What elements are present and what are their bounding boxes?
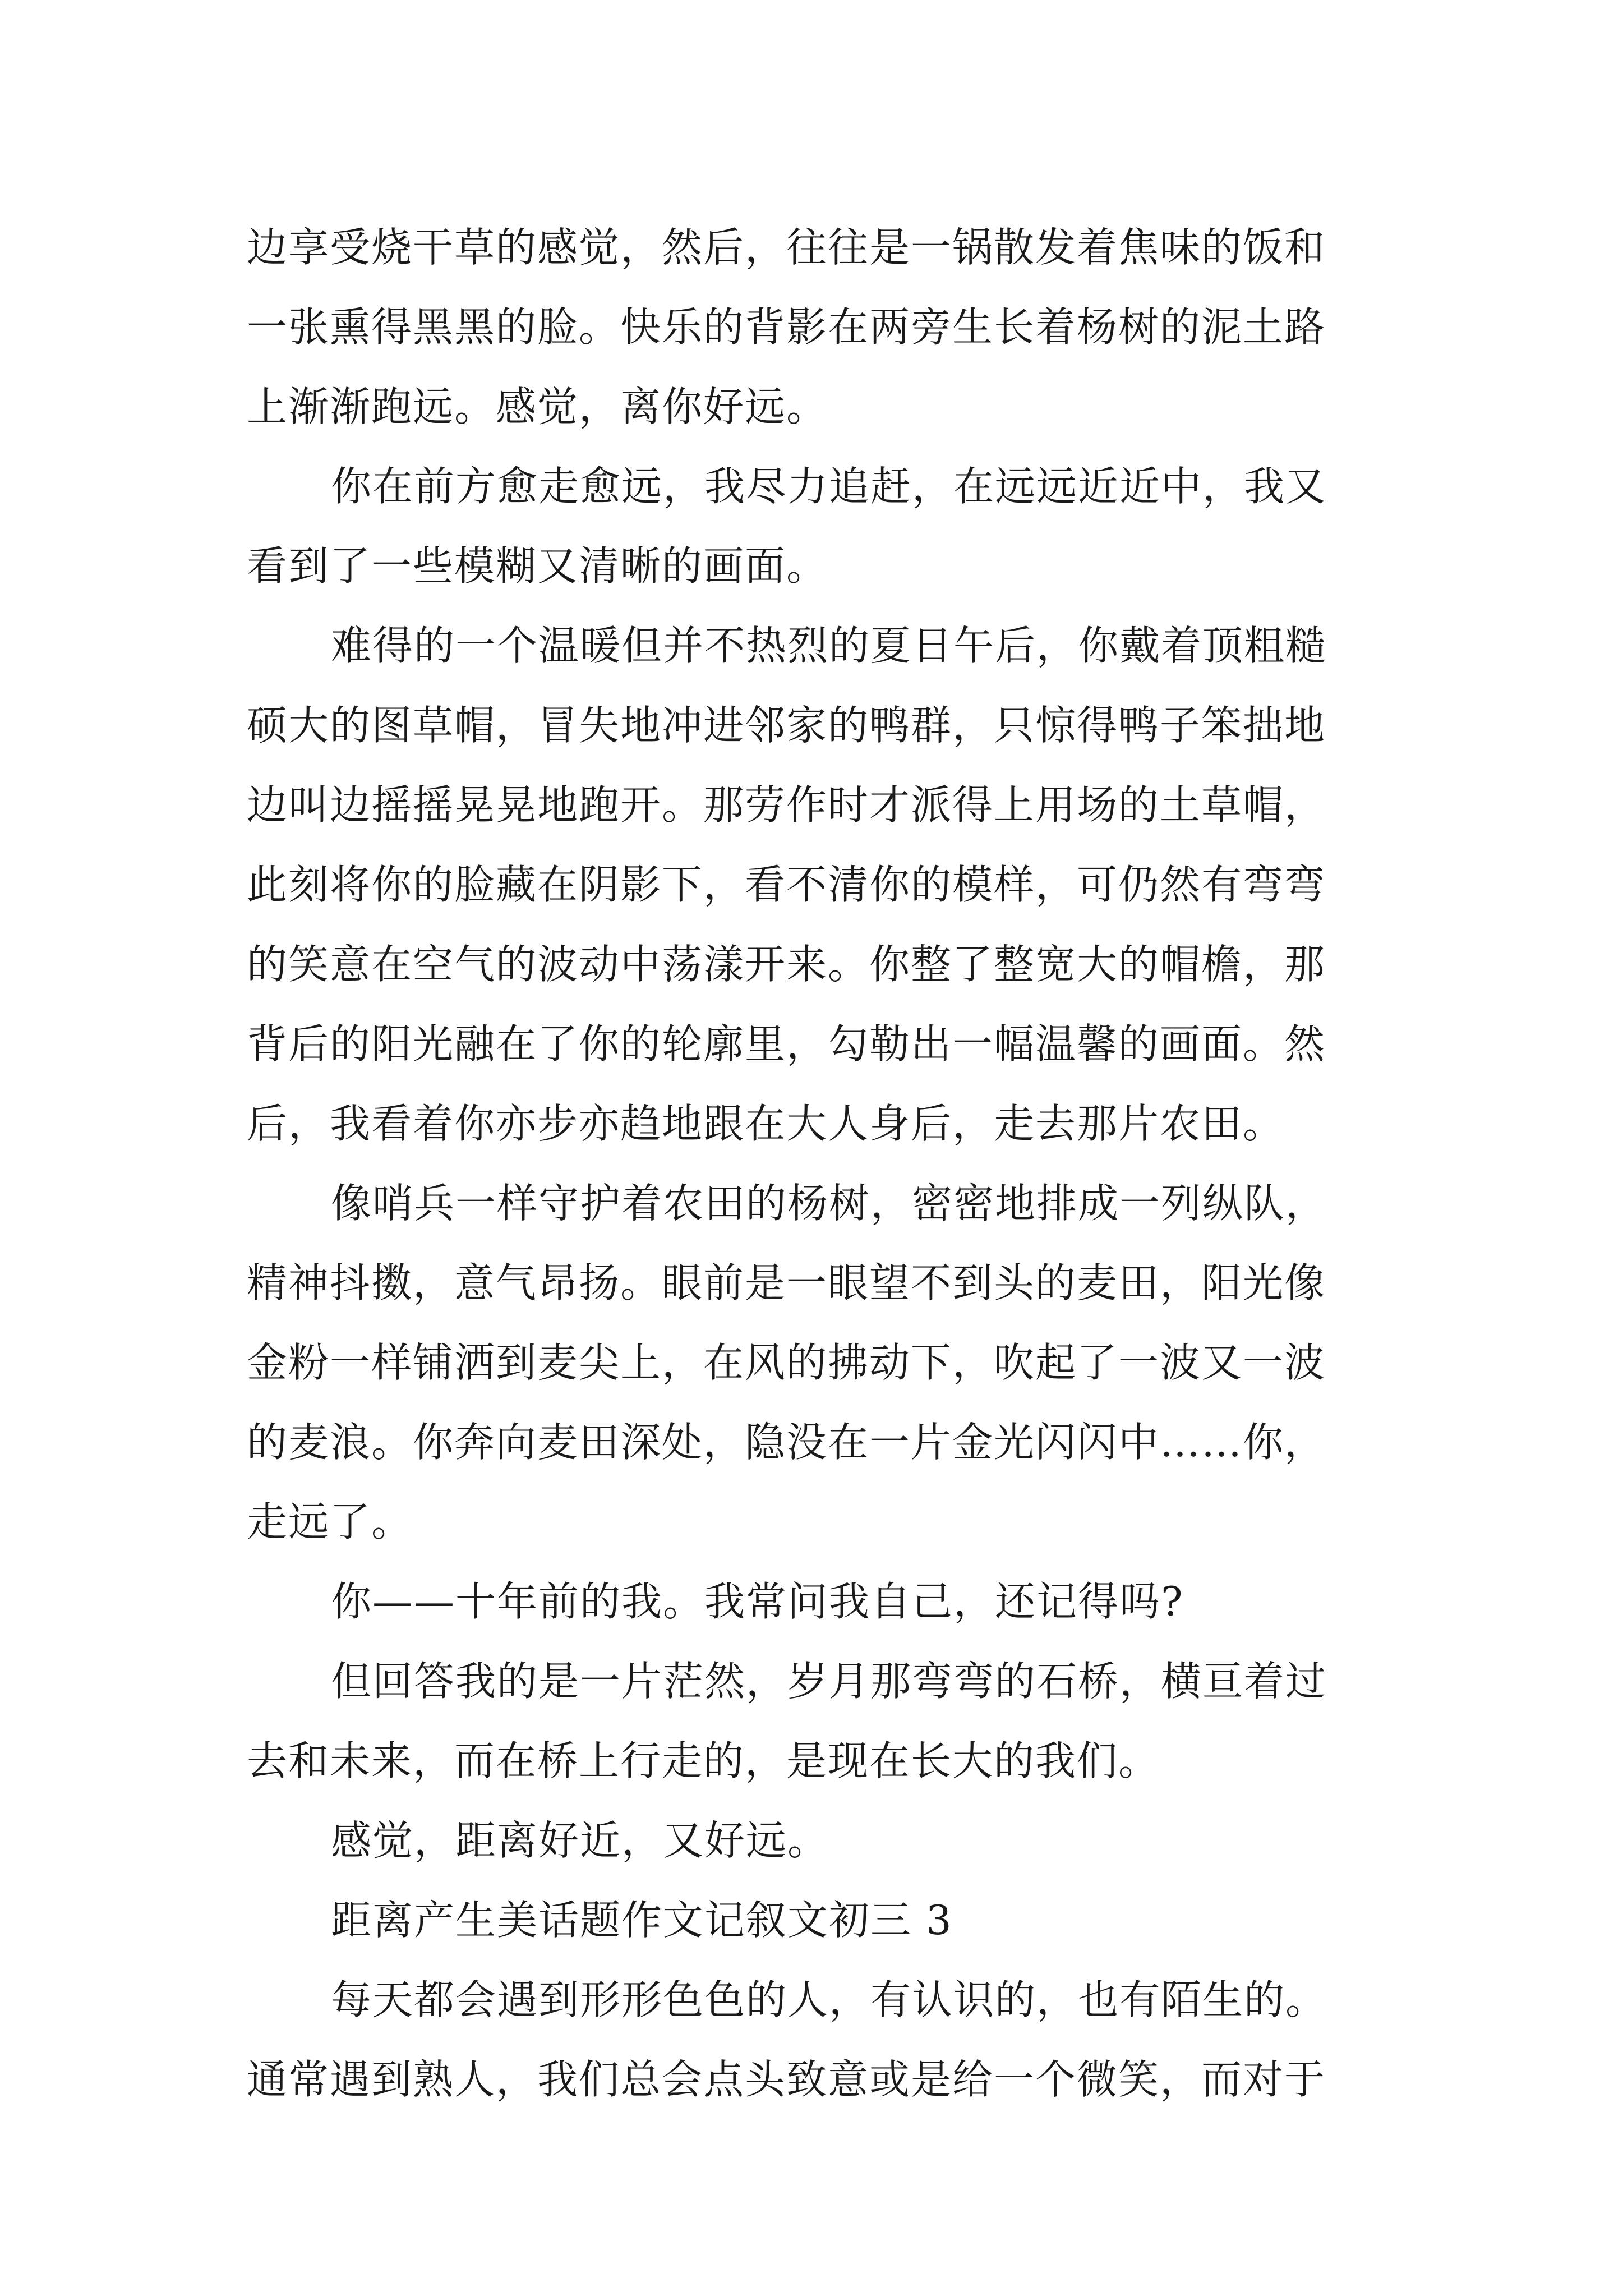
text-line: 边叫边摇摇晃晃地跑开。那劳作时才派得上用场的土草帽，	[247, 781, 1326, 829]
text-line: 每天都会遇到形形色色的人，有认识的，也有陌生的。	[331, 1976, 1327, 2023]
text-line: 去和未来，而在桥上行走的，是现在长大的我们。	[247, 1737, 1160, 1784]
text-line: 的笑意在空气的波动中荡漾开来。你整了整宽大的帽檐，那	[247, 941, 1326, 988]
text-line: 一张熏得黑黑的脸。快乐的背影在两旁生长着杨树的泥土路	[247, 303, 1326, 351]
text-line: 金粉一样铺洒到麦尖上，在风的拂动下，吹起了一波又一波	[247, 1339, 1326, 1386]
text-line: 背后的阳光融在了你的轮廓里，勾勒出一幅温馨的画面。然	[247, 1020, 1326, 1068]
text-line: 距离产生美话题作文记叙文初三 3	[331, 1897, 953, 1944]
text-line: 上渐渐跑远。感觉，离你好远。	[247, 383, 828, 430]
text-line: 此刻将你的脸藏在阴影下，看不清你的模样，可仍然有弯弯	[247, 861, 1326, 908]
body-text	[247, 208, 1385, 2119]
text-line: 看到了一些模糊又清晰的画面。	[247, 542, 828, 590]
text-line: 通常遇到熟人，我们总会点头致意或是给一个微笑，而对于	[247, 2056, 1326, 2103]
text-line: 感觉，距离好近，又好远。	[331, 1817, 829, 1864]
text-line: 精神抖擞，意气昂扬。眼前是一眼望不到头的麦田，阳光像	[247, 1259, 1326, 1306]
text-line: 走远了。	[247, 1498, 413, 1545]
text-line: 难得的一个温暖但并不热烈的夏日午后，你戴着顶粗糙	[331, 622, 1327, 669]
text-line: 后，我看着你亦步亦趋地跟在大人身后，走去那片农田。	[247, 1100, 1285, 1147]
text-line: 硕大的图草帽，冒失地冲进邻家的鸭群，只惊得鸭子笨拙地	[247, 702, 1326, 749]
text-line: 你——十年前的我。我常问我自己，还记得吗?	[331, 1578, 1184, 1625]
text-line: 边享受烧干草的感觉，然后，往往是一锅散发着焦味的饭和	[247, 224, 1326, 271]
text-line: 的麦浪。你奔向麦田深处，隐没在一片金光闪闪中……你，	[247, 1419, 1326, 1466]
text-line: 你在前方愈走愈远，我尽力追赶，在远远近近中，我又	[331, 463, 1327, 510]
text-line: 但回答我的是一片茫然，岁月那弯弯的石桥，横亘着过	[331, 1658, 1327, 1705]
text-line: 像哨兵一样守护着农田的杨树，密密地排成一列纵队，	[331, 1180, 1327, 1227]
